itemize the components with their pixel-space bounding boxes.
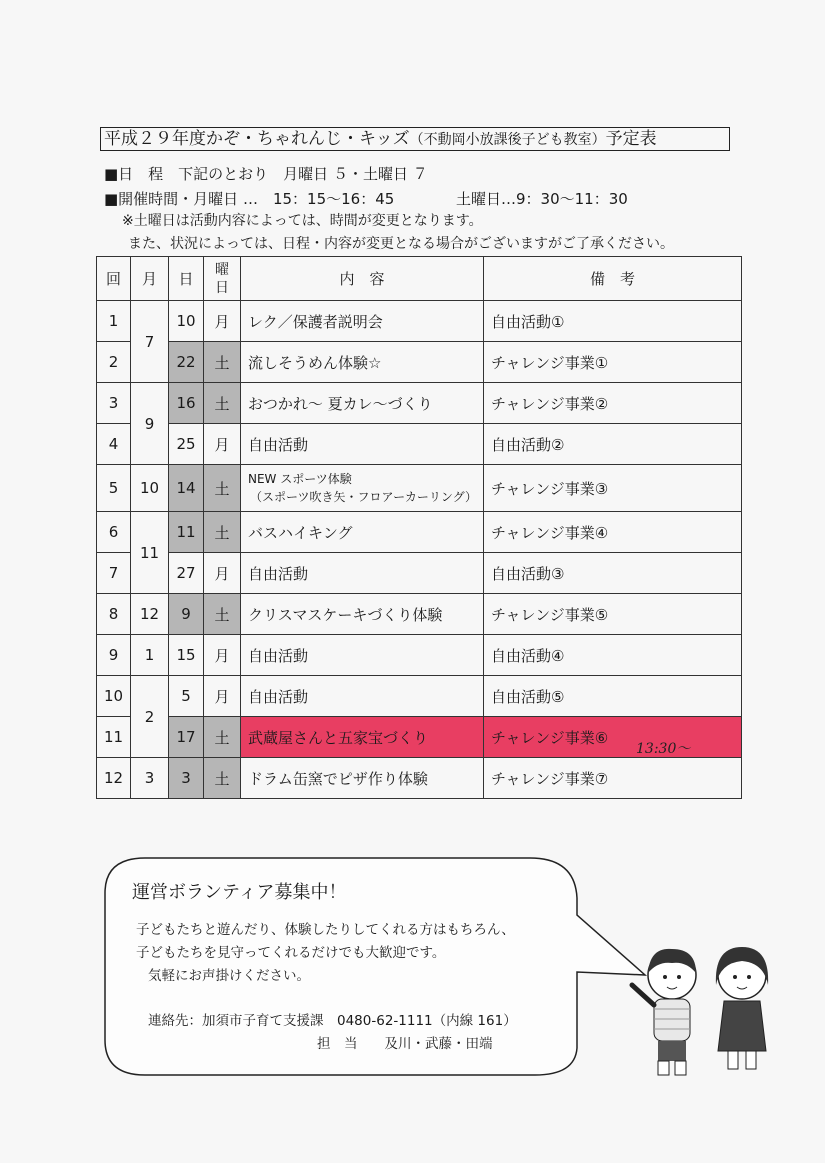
cell-biko: チャレンジ事業④	[484, 512, 742, 553]
cell-hi: 9	[169, 594, 204, 635]
cell-yobi: 土	[204, 465, 241, 512]
volunteer-line: 気軽にお声掛けください。	[148, 968, 310, 984]
cell-hi: 5	[169, 676, 204, 717]
cell-kai: 1	[97, 301, 131, 342]
boy-figure	[632, 949, 696, 1075]
cell-naiyo: 自由活動	[241, 424, 484, 465]
cell-tsuki: 2	[131, 676, 169, 758]
cell-naiyo: バスハイキング	[241, 512, 484, 553]
cell-biko: 自由活動⑤	[484, 676, 742, 717]
cell-yobi: 土	[204, 758, 241, 799]
cell-biko: 自由活動④	[484, 635, 742, 676]
cell-naiyo: 自由活動	[241, 553, 484, 594]
header-naiyo: 内 容	[241, 257, 484, 301]
header-hi: 日	[169, 257, 204, 301]
cell-yobi: 月	[204, 676, 241, 717]
cell-tsuki: 11	[131, 512, 169, 594]
girl-figure	[716, 947, 768, 1069]
cell-hi: 11	[169, 512, 204, 553]
cell-kai: 6	[97, 512, 131, 553]
cell-biko: チャレンジ事業①	[484, 342, 742, 383]
hours-saturday: 土曜日…9：30～11：30	[456, 190, 628, 208]
cell-hi: 15	[169, 635, 204, 676]
cell-yobi: 月	[204, 424, 241, 465]
cell-naiyo: おつかれ～ 夏カレ～づくり	[241, 383, 484, 424]
cell-yobi: 月	[204, 553, 241, 594]
hours-weekday: ■開催時間・月曜日 … 15：15～16：45	[104, 190, 395, 208]
cell-yobi: 土	[204, 383, 241, 424]
cell-biko: チャレンジ事業③	[484, 465, 742, 512]
cell-tsuki: 12	[131, 594, 169, 635]
cell-biko: 自由活動①	[484, 301, 742, 342]
title-main: 平成２９年度かぞ・ちゃれんじ・キッズ	[104, 129, 410, 149]
cell-naiyo: レク／保護者説明会	[241, 301, 484, 342]
cell-kai: 3	[97, 383, 131, 424]
cell-yobi: 土	[204, 342, 241, 383]
cell-yobi: 月	[204, 635, 241, 676]
header-tsuki: 月	[131, 257, 169, 301]
cell-yobi: 土	[204, 512, 241, 553]
contact-line: 連絡先：加須市子育て支援課 0480-62-1111（内線 161）	[148, 1013, 517, 1029]
cell-kai: 8	[97, 594, 131, 635]
header-kai: 回	[97, 257, 131, 301]
cell-hi: 25	[169, 424, 204, 465]
cell-naiyo: 武蔵屋さんと五家宝づくり	[241, 717, 484, 758]
cell-tsuki: 1	[131, 635, 169, 676]
note-saturday: ※土曜日は活動内容によっては、時間が変更となります。	[122, 213, 483, 229]
cell-hi: 27	[169, 553, 204, 594]
cell-naiyo: ドラム缶窯でピザ作り体験	[241, 758, 484, 799]
cell-naiyo: 自由活動	[241, 635, 484, 676]
naiyo-line1: NEW スポーツ体験	[248, 472, 352, 486]
cell-hi: 17	[169, 717, 204, 758]
cell-biko: 自由活動③	[484, 553, 742, 594]
cell-kai: 7	[97, 553, 131, 594]
note-change: また、状況によっては、日程・内容が変更となる場合がございますがご了承ください。	[128, 236, 674, 252]
cell-kai: 2	[97, 342, 131, 383]
cell-hi: 22	[169, 342, 204, 383]
cell-naiyo: 自由活動	[241, 676, 484, 717]
cell-biko: チャレンジ事業⑥	[484, 717, 742, 758]
cell-tsuki: 7	[131, 301, 169, 383]
cell-kai: 9	[97, 635, 131, 676]
cell-yobi: 土	[204, 717, 241, 758]
cell-biko: チャレンジ事業⑤	[484, 594, 742, 635]
cell-tsuki: 10	[131, 465, 169, 512]
cell-yobi: 月	[204, 301, 241, 342]
volunteer-line: 子どもたちと遊んだり、体験したりしてくれる方はもちろん、	[136, 922, 515, 938]
cell-biko: 自由活動②	[484, 424, 742, 465]
naiyo-line2: （スポーツ吹き矢・フロアーカーリング）	[250, 490, 478, 504]
cell-hi: 14	[169, 465, 204, 512]
cell-kai: 10	[97, 676, 131, 717]
staff-line: 担 当 及川・武藤・田端	[317, 1036, 493, 1052]
cell-kai: 4	[97, 424, 131, 465]
cell-biko: チャレンジ事業②	[484, 383, 742, 424]
cell-kai: 5	[97, 465, 131, 512]
volunteer-line: 子どもたちを見守ってくれるだけでも大歓迎です。	[136, 945, 446, 961]
header-yobi: 曜 日	[204, 257, 241, 301]
schedule-line: ■日 程 下記のとおり 月曜日 ５・土曜日 ７	[104, 165, 428, 183]
cell-yobi: 土	[204, 594, 241, 635]
cell-kai: 11	[97, 717, 131, 758]
cell-biko: チャレンジ事業⑦	[484, 758, 742, 799]
cell-hi: 3	[169, 758, 204, 799]
cell-tsuki: 3	[131, 758, 169, 799]
cell-naiyo: クリスマスケーキづくり体験	[241, 594, 484, 635]
title-suffix: 予定表	[605, 129, 657, 149]
cell-hi: 16	[169, 383, 204, 424]
cell-hi: 10	[169, 301, 204, 342]
cell-naiyo: 流しそうめん体験☆	[241, 342, 484, 383]
handwritten-time-note: 13:30～	[636, 741, 691, 757]
cell-kai: 12	[97, 758, 131, 799]
volunteer-title: 運営ボランティア募集中！	[132, 882, 347, 903]
children-illustration	[620, 935, 795, 1085]
cell-tsuki: 9	[131, 383, 169, 465]
header-biko: 備 考	[484, 257, 742, 301]
title-sub: （不動岡小放課後子ども教室）	[409, 132, 606, 148]
